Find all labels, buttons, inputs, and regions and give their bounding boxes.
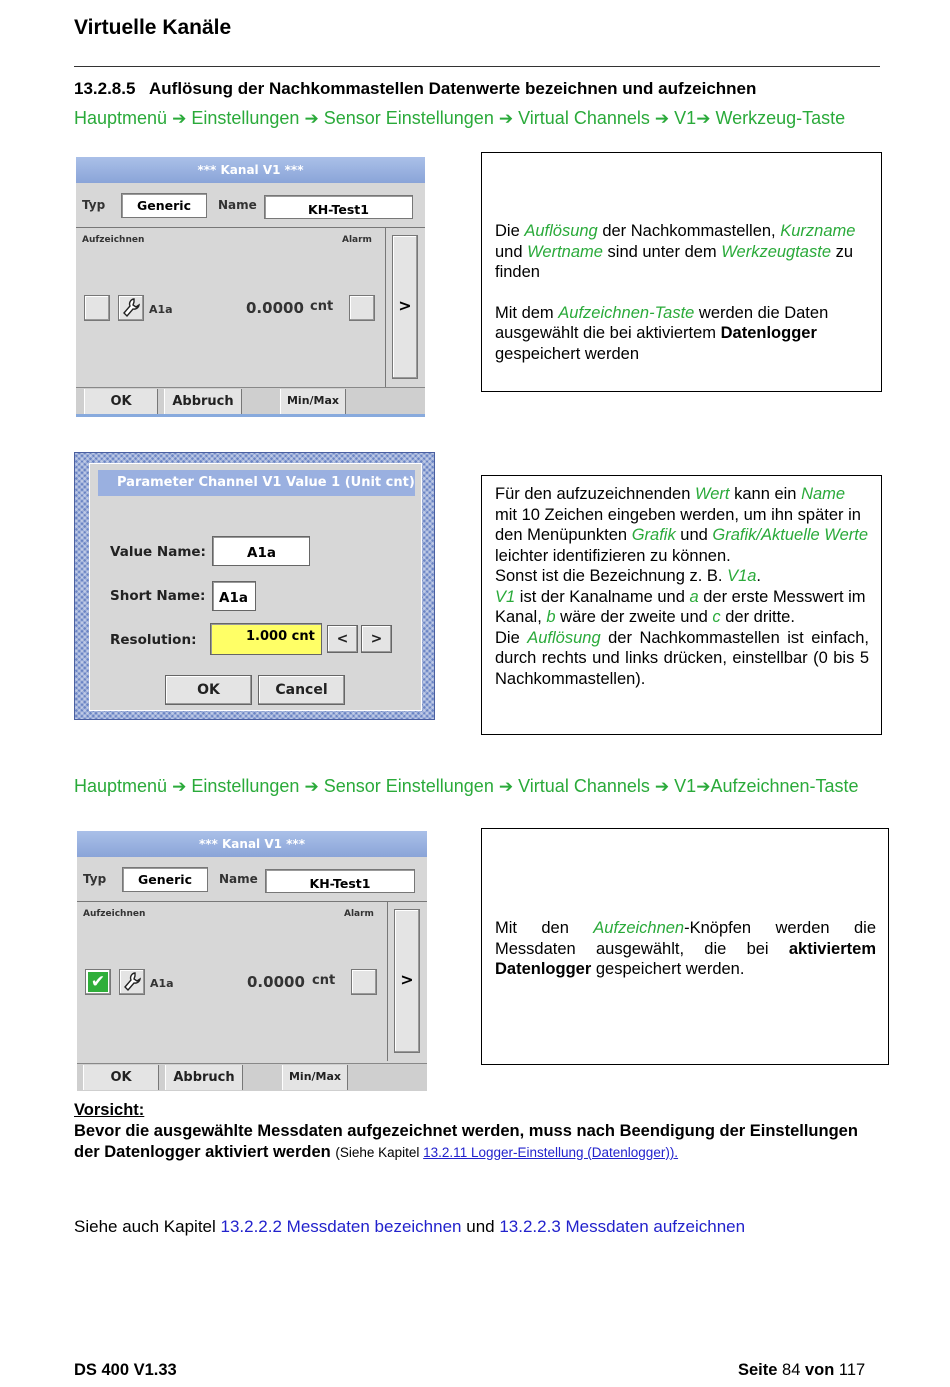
name-field[interactable]: KH-Test1 (264, 195, 413, 219)
alarm-button[interactable] (351, 969, 377, 995)
page-total: 117 (834, 1361, 866, 1379)
arrow-right-icon: ➔ (654, 777, 670, 796)
chapter-link-aufzeichnen[interactable]: 13.2.2.3 Messdaten aufzeichnen (499, 1217, 746, 1236)
dialog-title: Parameter Channel V1 Value 1 (Unit cnt) (98, 470, 415, 496)
caution-bold-text: Bevor die ausgewählte Messdaten aufgezeichnet werden, muss nach Beendigung der Einstellungen der Datenlogger aktiviert werden (74, 1122, 858, 1161)
info-box-werkzeug (481, 152, 882, 392)
highlight-term: Wertname (527, 242, 603, 261)
info-paragraph (495, 484, 869, 566)
arrow-right-icon: ➔ (172, 777, 187, 796)
name-label: Name (219, 872, 258, 886)
breadcrumb-item: Virtual Channels (518, 776, 650, 796)
breadcrumb-item: Sensor Einstellungen (323, 776, 494, 796)
page-title: Virtuelle Kanäle (74, 16, 232, 39)
divider (77, 901, 427, 902)
alarm-button[interactable] (349, 295, 375, 321)
breadcrumb-item: Sensor Einstellungen (323, 108, 494, 128)
highlight-term: Name (801, 485, 846, 503)
section-heading (74, 79, 756, 99)
highlight-term: Werkzeugtaste (721, 242, 831, 261)
abbruch-button[interactable]: Abbruch (164, 389, 242, 414)
breadcrumb-item: Einstellungen (191, 776, 300, 796)
info-paragraph (495, 587, 869, 628)
see-also (74, 1217, 745, 1237)
text: der Nachkommastellen, (597, 222, 781, 240)
channel-value: 0.0000 (246, 299, 304, 317)
minmax-button[interactable]: Min/Max (282, 1065, 348, 1090)
text: der Nachkommastellen ist einfach, durch rechts und links drücken, einstellbar (0 bis 5 Nachkommastellen). (495, 628, 870, 688)
caution-ref (335, 1145, 678, 1160)
channel-unit: cnt (312, 973, 336, 988)
ok-button[interactable]: OK (84, 389, 158, 414)
arrow-right-icon: ➔ (654, 109, 670, 128)
highlight-term: Aufzeichnen (593, 919, 685, 937)
record-checkbox[interactable] (84, 295, 110, 321)
parameter-dialog (74, 452, 435, 720)
minmax-button[interactable]: Min/Max (280, 389, 346, 414)
page-number: 84 (777, 1361, 805, 1379)
channel-name: A1a (150, 977, 174, 990)
text: und (495, 242, 528, 261)
highlight-term: b (546, 608, 556, 626)
section-number: 13.2.8.5 (74, 79, 136, 98)
breadcrumb-item: V1 (674, 776, 697, 796)
highlight-term: V1 (495, 587, 516, 606)
text: -Knöpfen werden die Messdaten ausgewählt, die bei (495, 919, 876, 958)
next-page-button[interactable]: > (394, 909, 420, 1053)
short-name-label: Short Name: (110, 588, 206, 604)
breadcrumb-item: Werkzeug-Taste (715, 108, 846, 128)
highlight-term: Grafik (631, 526, 676, 544)
section-title: Auflösung der Nachkommastellen Datenwerte bezeichnen und aufzeichnen (149, 79, 757, 98)
info-box-aufzeichnen (481, 828, 889, 1065)
text: gespeichert werden (495, 344, 640, 363)
divider (76, 227, 425, 228)
value-name-field[interactable]: A1a (212, 536, 310, 566)
text: Seite (738, 1361, 778, 1379)
resolution-decrease-button[interactable]: < (327, 625, 358, 653)
resolution-label: Resolution: (110, 632, 197, 648)
resolution-field[interactable]: 1.000 cnt (210, 623, 322, 655)
breadcrumb-item: Virtual Channels (518, 108, 650, 128)
info-paragraph (495, 303, 869, 365)
text: mit 10 Zeichen eingeben werden, um ihn später in den Menüpunkten (495, 505, 861, 544)
text: Mit den (495, 919, 594, 937)
breadcrumb-aufzeichnen (74, 776, 859, 797)
text: Mit dem (495, 303, 559, 322)
screen-titlebar: *** Kanal V1 *** (77, 831, 427, 857)
arrow-right-icon: ➔ (696, 109, 711, 128)
tool-button[interactable] (118, 295, 144, 321)
arrow-right-icon: ➔ (498, 109, 514, 128)
text: Sonst ist die Bezeichnung z. B. (495, 567, 728, 585)
alarm-label: Alarm (342, 235, 372, 245)
highlight-term: a (689, 587, 699, 606)
text: Für den aufzuzeichnenden (495, 485, 695, 503)
name-label: Name (218, 198, 257, 212)
divider (385, 227, 386, 387)
caution-label: Vorsicht: (74, 1101, 145, 1119)
screen-bottom-bar (76, 387, 425, 415)
wrench-icon (122, 971, 142, 993)
typ-label: Typ (83, 872, 107, 886)
bold-term: Datenlogger (720, 324, 817, 342)
highlight-term: Wert (694, 485, 730, 503)
typ-field[interactable]: Generic (121, 193, 207, 218)
info-paragraph (495, 628, 869, 690)
text: . (756, 567, 762, 585)
kanal-screen-1 (76, 157, 425, 417)
parameter-dialog-body (89, 463, 422, 711)
logger-chapter-link[interactable]: 13.2.11 Logger-Einstellung (Datenlogger)). (423, 1144, 679, 1160)
abbruch-button[interactable]: Abbruch (165, 1065, 243, 1090)
highlight-term: Auflösung (527, 628, 601, 647)
header-divider (74, 66, 880, 67)
kanal-screen-2 (77, 831, 427, 1091)
channel-name: A1a (149, 303, 173, 316)
info-paragraph (495, 221, 869, 283)
arrow-right-icon: ➔ (304, 777, 319, 796)
breadcrumb-item: V1 (674, 108, 697, 128)
channel-value: 0.0000 (247, 973, 305, 991)
channel-unit: cnt (310, 299, 334, 314)
resolution-increase-button[interactable]: > (361, 625, 392, 653)
ok-button[interactable]: OK (165, 675, 252, 705)
arrow-right-icon: ➔ (696, 777, 711, 796)
screen-titlebar: *** Kanal V1 *** (76, 157, 425, 183)
record-checkbox-checked[interactable] (85, 969, 111, 995)
wrench-icon (121, 297, 141, 319)
highlight-term: Auflösung (524, 222, 598, 240)
aufzeichnen-label: Aufzeichnen (83, 909, 146, 919)
text: leichter identifizieren zu können. (495, 546, 731, 565)
footer-page-number (738, 1361, 865, 1380)
typ-field[interactable]: Generic (122, 867, 208, 892)
text: kann ein (729, 485, 802, 503)
text: ist der Kanalname und (515, 587, 690, 606)
text: wäre der zweite und (555, 608, 713, 626)
name-field[interactable]: KH-Test1 (265, 869, 415, 893)
value-name-label: Value Name: (110, 544, 206, 560)
chapter-link-bezeichnen[interactable]: 13.2.2.2 Messdaten bezeichnen (220, 1217, 462, 1236)
text: und (675, 526, 713, 544)
screen-bottom-bar (77, 1063, 427, 1091)
text: der erste Messwert im Kanal, (495, 587, 866, 626)
highlight-term: Kurzname (780, 222, 856, 240)
breadcrumb-item: Aufzeichnen-Taste (710, 776, 859, 796)
aufzeichnen-label: Aufzeichnen (82, 235, 145, 245)
next-page-button[interactable]: > (392, 235, 418, 379)
text: sind unter dem (602, 242, 722, 261)
screen-bottom-strip (76, 414, 425, 417)
alarm-label: Alarm (344, 909, 374, 919)
divider (387, 901, 388, 1061)
info-paragraph (495, 566, 869, 587)
check-icon: ✔ (88, 972, 108, 992)
highlight-term: c (712, 608, 721, 626)
highlight-term: Aufzeichnen-Taste (558, 303, 695, 322)
highlight-term: V1a (727, 567, 757, 585)
text: und (461, 1217, 500, 1236)
bold-term: aktiviertem Datenlogger (495, 939, 876, 978)
breadcrumb-item: Hauptmenü (74, 776, 168, 796)
footer-document-id: DS 400 V1.33 (74, 1361, 177, 1379)
typ-label: Typ (82, 198, 106, 212)
text: Die (495, 628, 528, 647)
text: Die (495, 222, 525, 240)
text: gespeichert werden. (591, 960, 745, 978)
breadcrumb-werkzeug (74, 108, 845, 129)
arrow-right-icon: ➔ (172, 109, 187, 128)
short-name-field[interactable]: A1a (212, 581, 256, 611)
arrow-right-icon: ➔ (498, 777, 514, 796)
ok-button[interactable]: OK (83, 1065, 159, 1090)
info-box-parameter (481, 475, 882, 735)
arrow-right-icon: ➔ (304, 109, 319, 128)
text: von (804, 1361, 835, 1379)
highlight-term: Grafik/Aktuelle Werte (712, 526, 869, 544)
text: Siehe auch Kapitel (74, 1217, 221, 1236)
info-paragraph (495, 918, 876, 980)
breadcrumb-item: Hauptmenü (74, 108, 168, 128)
text: zu finden (495, 242, 854, 281)
tool-button[interactable] (119, 969, 145, 995)
breadcrumb-item: Einstellungen (191, 108, 300, 128)
text: der dritte. (720, 608, 795, 626)
text: werden die Daten ausgewählt die bei aktiviertem (495, 303, 829, 342)
cancel-button[interactable]: Cancel (258, 675, 345, 705)
text: (Siehe Kapitel (335, 1144, 424, 1160)
caution-text (74, 1121, 874, 1163)
